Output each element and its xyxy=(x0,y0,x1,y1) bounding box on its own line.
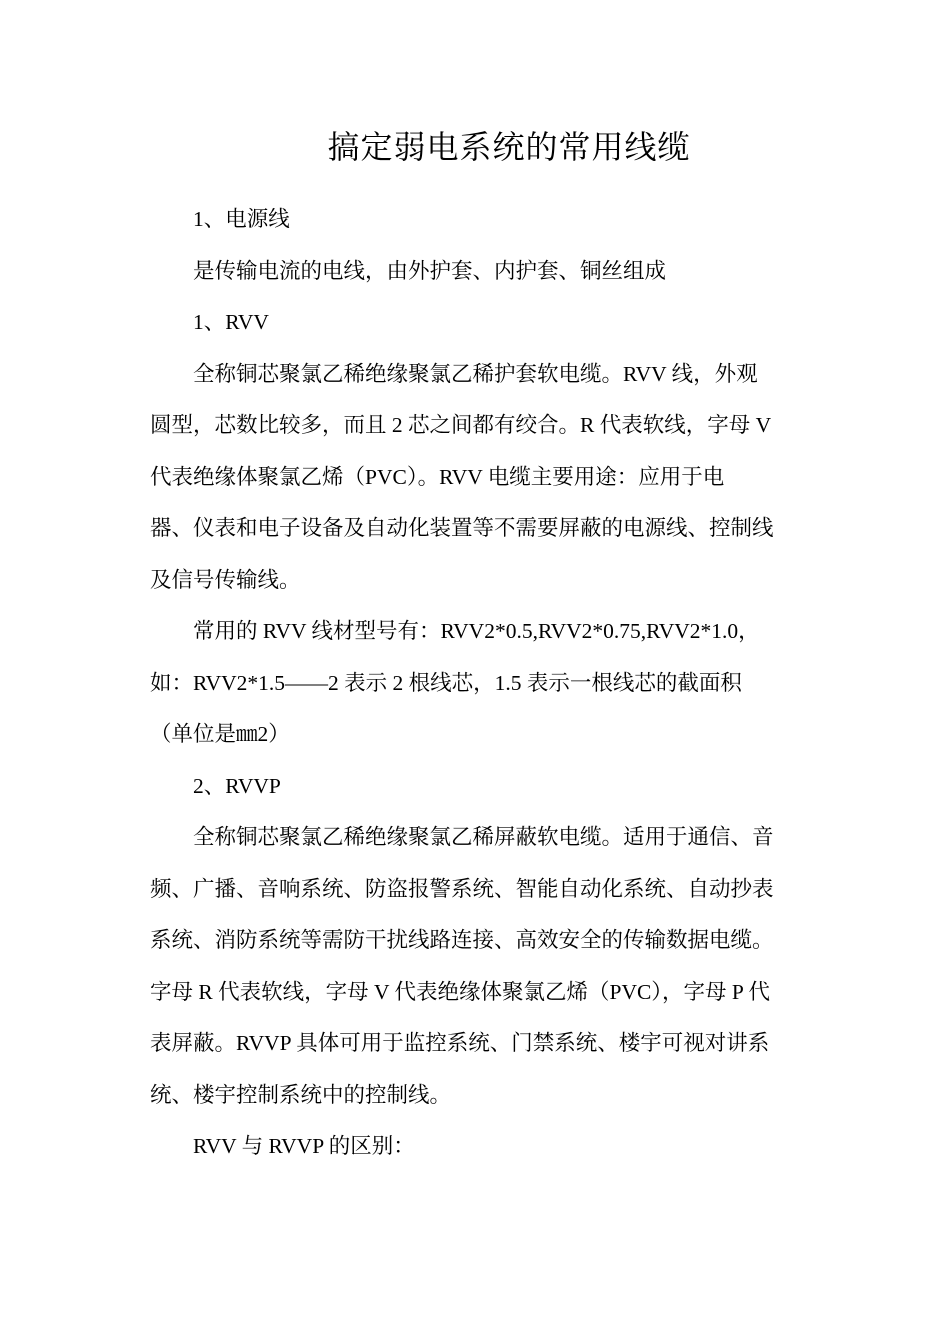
document-title: 搞定弱电系统的常用线缆 xyxy=(327,129,691,165)
text-line: 及信号传输线。 xyxy=(150,567,301,592)
text-line: 频、广播、音响系统、防盗报警系统、智能自动化系统、自动抄表 xyxy=(150,876,774,901)
text-line: 全称铜芯聚氯乙稀绝缘聚氯乙稀护套软电缆。RVV 线，外观 xyxy=(193,361,758,386)
text-line: 代表绝缘体聚氯乙烯（PVC）。RVV 电缆主要用途：应用于电 xyxy=(150,464,725,489)
text-line: 常用的 RVV 线材型号有：RVV2*0.5,RVV2*0.75,RVV2*1.0， xyxy=(193,619,760,643)
text-line: 1、RVV xyxy=(193,310,269,334)
text-line: 系统、消防系统等需防干扰线路连接、高效安全的传输数据电缆。 xyxy=(150,928,774,952)
text-line: （单位是㎜2） xyxy=(150,722,290,746)
text-line: 全称铜芯聚氯乙稀绝缘聚氯乙稀屏蔽软电缆。适用于通信、音 xyxy=(193,825,774,849)
text-line: 器、仪表和电子设备及自动化装置等不需要屏蔽的电源线、控制线 xyxy=(150,516,774,540)
text-line: 1、电源线 xyxy=(193,207,290,231)
text-line: 2、RVVP xyxy=(193,773,281,798)
text-line: 如：RVV2*1.5——2 表示 2 根线芯，1.5 表示一根线芯的截面积 xyxy=(150,670,742,695)
text-line: RVV 与 RVVP 的区别： xyxy=(193,1134,415,1158)
text-line: 字母 R 代表软线，字母 V 代表绝缘体聚氯乙烯（PVC），字母 P 代 xyxy=(150,979,770,1004)
text-line: 圆型，芯数比较多，而且 2 芯之间都有绞合。R 代表软线，字母 V xyxy=(150,413,772,437)
document-body xyxy=(150,194,802,1173)
text-line: 表屏蔽。RVVP 具体可用于监控系统、门禁系统、楼宇可视对讲系 xyxy=(150,1031,770,1055)
text-line: 统、楼宇控制系统中的控制线。 xyxy=(150,1082,452,1107)
text-line: 是传输电流的电线，由外护套、内护套、铜丝组成 xyxy=(193,258,667,283)
